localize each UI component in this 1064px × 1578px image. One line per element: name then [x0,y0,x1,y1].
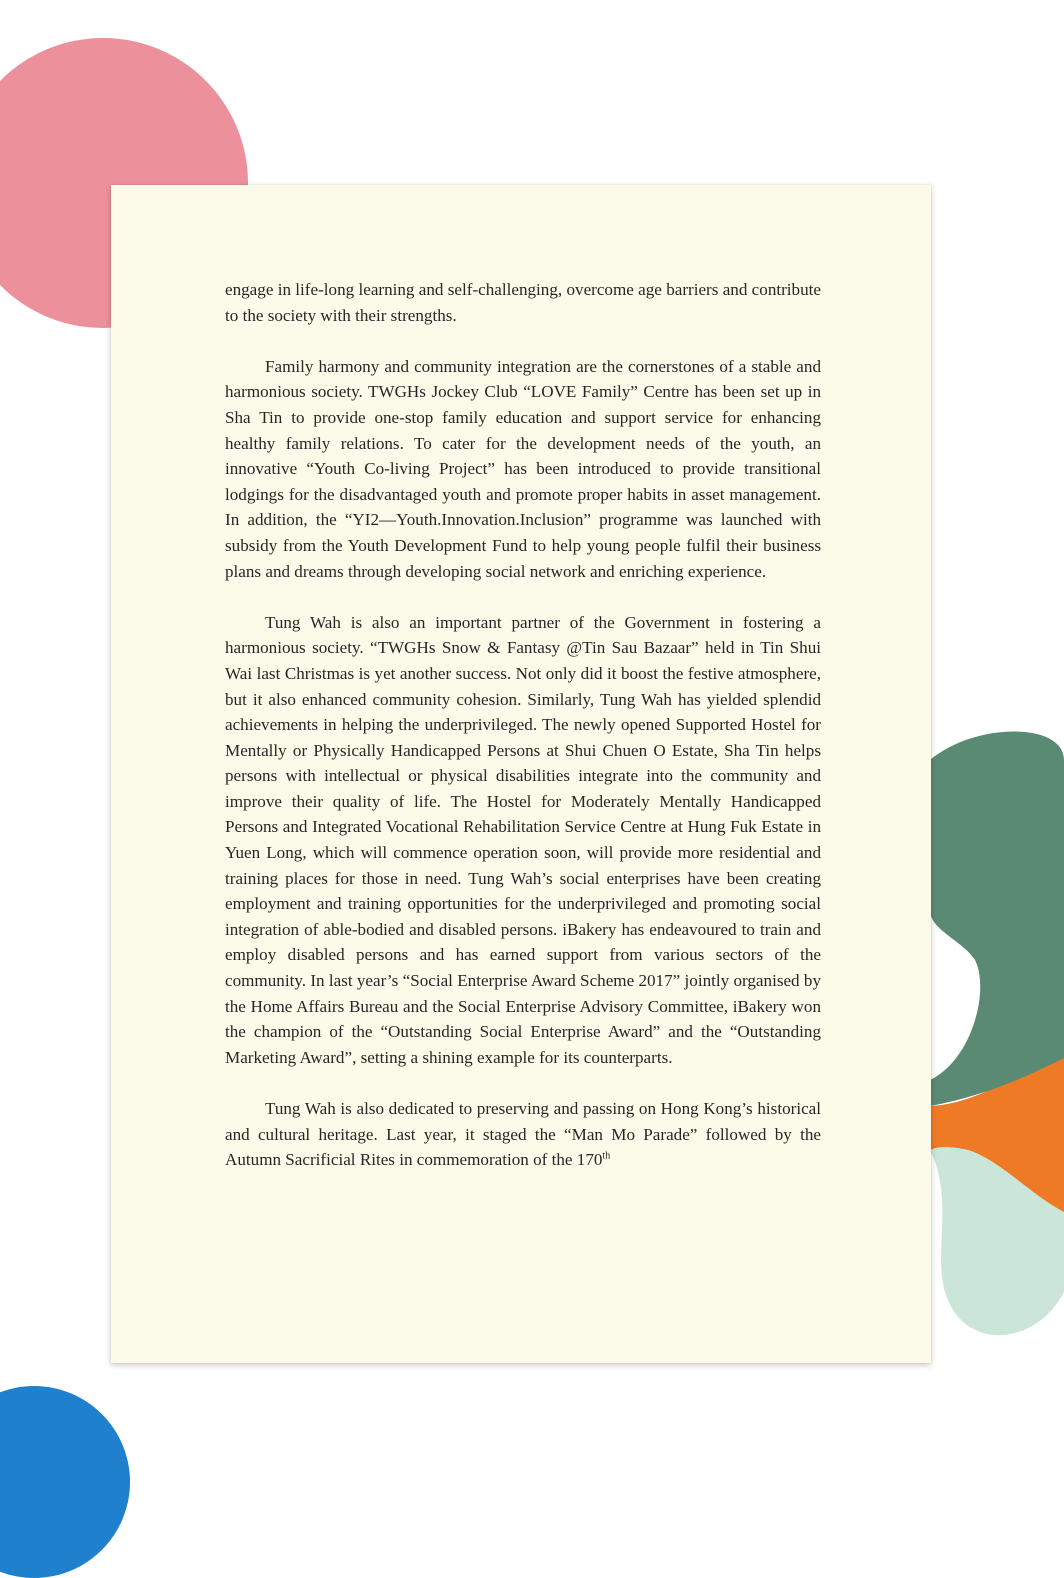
paragraph-4-text: Tung Wah is also dedicated to preserving and passing on Hong Kong’s historical and cultural heritage. Last year, it staged the “Man Mo Parade” followed by the Autumn Sacrificial Rites in commemoration of the 170 [225,1099,821,1170]
paragraph-2: Family harmony and community integration are the cornerstones of a stable and harmonious society. TWGHs Jockey Club “LOVE Family” Centre has been set up in Sha Tin to provide one-stop family education and support service for enhancing healthy family relations. To cater for the development needs of the youth, an innovative “Youth Co-living Project” has been introduced to provide transitional lodgings for the disadvantaged youth and promote proper habits in asset management. In addition, the “YI2—Youth.Innovation.Inclusion” programme was launched with subsidy from the Youth Development Fund to help young people fulfil their business plans and dreams through developing social network and enriching experience. [225,356,821,581]
paragraph-4 [225,1096,821,1173]
decorative-dark-green-petal [930,732,1064,1107]
paragraph-3: Tung Wah is also an important partner of the Government in fostering a harmonious society. “TWGHs Snow & Fantasy @Tin Sau Bazaar” held in Tin Shui Wai last Christmas is yet another success. Not only did it boost the festive atmosphere, but it also enhanced community cohesion. Similarly, Tung Wah has yielded splendid achievements in helping the underprivileged. The newly opened Supported Hostel for Mentally or Physically Handicapped Persons at Shui Chuen O Estate, Sha Tin helps persons with intellectual or physical disabilities integrate into the community and improve their quality of life. The Hostel for Moderately Mentally Handicapped Persons and Integrated Vocational Rehabilitation Service Centre at Hung Fuk Estate in Yuen Long, which will commence operation soon, will provide more residential and training places for those in need. Tung Wah’s social enterprises have been creating employment and training opportunities for the underprivileged and promoting social integration of able-bodied and disabled persons. iBakery has endeavoured to train and employ disabled persons and has earned support from various sectors of the community. In last year’s “Social Enterprise Award Scheme 2017” jointly organised by the Home Affairs Bureau and the Social Enterprise Advisory Committee, iBakery won the champion of the “Outstanding Social Enterprise Award” and the “Outstanding Marketing Award”, setting a shining example for its counterparts. [225,612,821,1067]
letter-page [111,185,931,1363]
ordinal-superscript: th [602,1150,611,1162]
letter-body [225,277,821,1198]
paragraph-1: engage in life-long learning and self-challenging, overcome age barriers and contribute to the society with their strengths. [225,280,821,325]
decorative-blue-circle [0,1386,130,1578]
